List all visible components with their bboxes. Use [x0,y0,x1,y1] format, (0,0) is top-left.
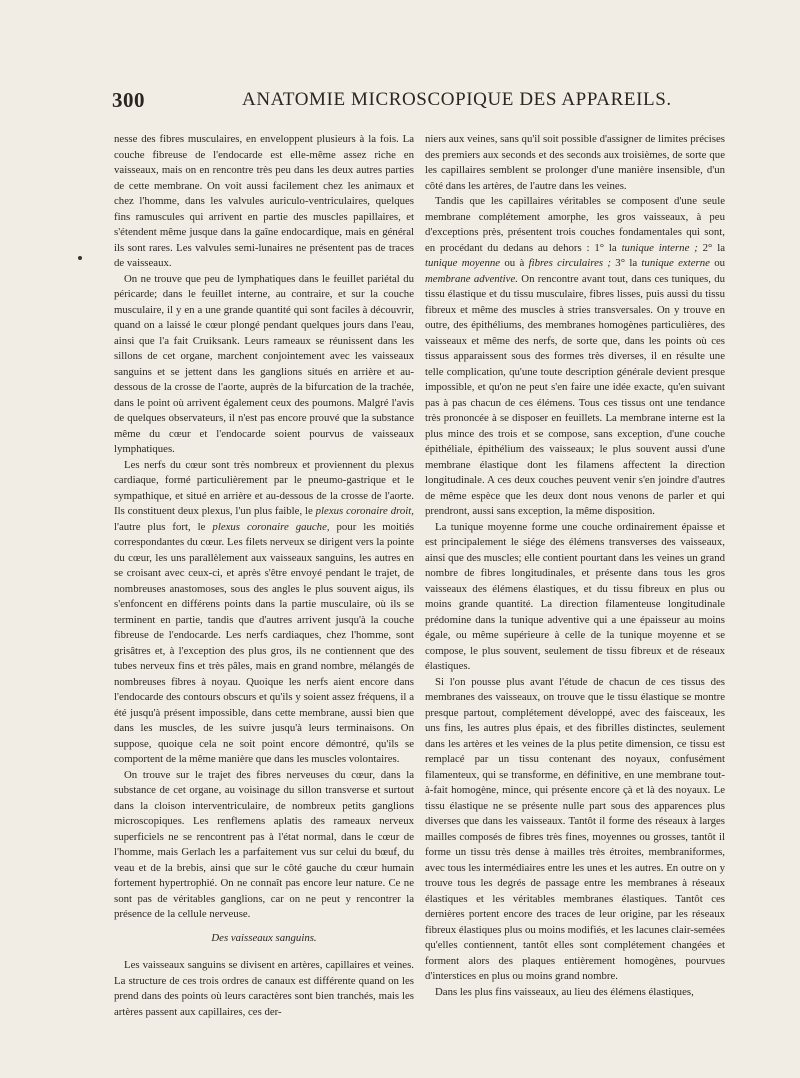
text-run: ou [709,257,725,269]
paragraph-fine-vessels: Dans les plus fins vaisseaux, au lieu des élémens élastiques, [435,985,694,998]
paragraph-elastic-tissue: Si l'on pousse plus avant l'étude de chacun de ces tissus des membranes des vaisseaux, on trouve que le tissu élastique se montre presque partout, complétement développé, avec des faisceaux, les uns fins, les autres plus épais, et des fibrilles distinctes, seulement dans les artères et les veines de la plus petite dimension, ce tissu est remplacé par un tissu contenant des noyaux, confusément filamenteux, qui se transforme, en définitive, en une membrane tout-à-fait homogène, mince, qui présente encore çà et là des noyaux. Le tissu élastique ne se présente nulle part sous des apparences plus diverses que dans les vaisseaux. Tantôt il forme des réseaux à larges mailles composés de fibres très fines, moyennes ou grosses, tantôt il forme un tissu très dense à mailles très étroites, membraniformes, avec tous les intermédiaires entre les unes et les autres. En outre on y trouve tous les degrés de passage entre les membranes à réseaux élastiques et les véritables membranes élastiques. Tantôt ces dernières portent encore des traces de leur origine, par les réseaux fibreux élastiques plus ou moins modifiés, et les lacunes clair-semées qu'elles contiennent, tantôt elles sont complétement changées et forment alors des plaques entièrement homogènes, pourvues d'interstices en plus ou moins grand nombre. [425,675,725,982]
page-header [112,88,724,116]
emphasis-tunique-interne: tunique interne ; [621,241,698,254]
paragraph-blood-vessels: Les vaisseaux sanguins se divisent en artères, capillaires et veines. La structure de ces trois ordres de canaux est différente quand on les prend dans des points où leurs caractères sont bien tranchés, mais les artères passent aux capillaires, ces der- [114,959,414,1018]
text-run: ou à [500,257,529,269]
paragraph-heart-nerves [114,458,414,768]
margin-speck [78,256,82,260]
text-run: 3° la [610,257,642,269]
emphasis-tunique-externe: tunique externe [641,257,710,269]
text-run: On rencontre avant tout, dans ces tuniques, du tissu élastique et du tissu musculaire, fibres lisses, puis aussi du tissu fibreux et même des muscles à stries transversales. On y trouve en outre, des épithéliums, des membranes homogènes particulières, des vaisseaux et même des nerfs, de sorte que, dans les points où ces tissus apparaissent sous des formes très diverses, il en résulte une telle complication, qu'une toute description générale devient presque impossible, et qu'on ne peut s'en faire une idée exacte, qu'en suivant pas à pas chacun de ces élémens. Tous ces tissus ont une tendance très prononcée à se disposer en feuillets. La membrane interne est la plus mince des trois et se compose, sans exception, d'une couche épithéliale, épithélium des vaisseaux; le plus souvent aussi d'une membrane élastique dont les filamens affectent la direction longitudinale. A ces deux couches peuvent venir s'en joindre d'autres de même espèce que les deux dont nous venons de parler et qui prendront, aussi sans exception, la même disposition. [425,272,726,517]
emphasis-plexus-gauche: plexus coronaire gauche, [212,520,330,533]
paragraph-tunics [425,194,725,520]
paragraph-ganglions: On trouve sur le trajet des fibres nerveuses du cœur, dans la substance de cet organe, au voisinage du sillon transverse et surtout dans la cloison interventriculaire, de nombreux petits ganglions microscopiques. Les renflemens aplatis des rameaux nerveux superficiels ne se rencontrent pas à l'état normal, dans le cœur de l'homme, mais Gerlach les a parfaitement vus sur celui du bœuf, du veau et de la brebis, ainsi que sur le côté gauche du cœur humain fortement hypertrophié. On ne connaît pas encore leur nature. Ce ne sont pas de véritables ganglions, car on ne peut y rencontrer la présence de la cellule nerveuse. [114,768,414,920]
section-title: Des vaisseaux sanguins. [211,931,317,944]
text-run: l'autre plus fort, le [114,520,213,533]
page-number: 300 [112,88,145,112]
paragraph-continued: niers aux veines, sans qu'il soit possible d'assigner de limites précises des premiers aux seconds et des seconds aux troisièmes, de sorte que les capillaires semblent se prolonger d'une manière insensible, d'un côté dans les artères, de l'autre dans les veines. [425,133,725,192]
emphasis-tunique-moyenne: tunique moyenne [425,257,501,269]
text-run: 2° la [697,241,725,254]
paragraph-lymphatics: On ne trouve que peu de lymphatiques dans le feuillet pariétal du péricarde; dans le feuillet interne, au contraire, et sur la couche musculaire, il y en a une grande quantité qui sont faciles à découvrir, quand on a laissé le cœur plongé pendant quelques jours dans l'eau, ainsi que l'a fait Cruiksank. Leurs rameaux se réunissent dans les sillons de cet organe, marchent conjointement avec les vaisseaux sanguins et se jettent dans les ganglions situés en arrière et au-dessous de la crosse de l'aorte, auprès de la bifurcation de la trachée, dans le point où arrivent également ceux des poumons. Malgré l'avis de quelques observateurs, il n'est pas encore prouvé que la substance même du cœur et l'endocarde soient pourvus de vaisseaux lymphatiques. [114,272,414,455]
emphasis-fibres-circulaires: fibres circulaires ; [528,257,611,269]
left-column [114,132,414,1020]
emphasis-membrane-adventive: membrane adventive. [425,272,518,285]
right-column [425,132,725,1000]
emphasis-plexus-droit: plexus coronaire droit, [315,505,414,517]
paragraph-continued: nesse des fibres musculaires, en enveloppent plusieurs à la fois. La couche fibreuse de l'endocarde est elle-même assez riche en vaisseaux, mais on en rencontre très peu dans les deux autres parties de cette membrane. On voit aussi facilement chez les animaux et chez l'homme, dans les valvules auriculo-ventriculaires, quelques fins ramuscules qui arrivent en partie des muscles papillaires, et s'étendent même jusque dans la gaîne endocardique, mais en général ils sont rares. Les valvules semi-lunaires ne présentent pas de traces de vaisseaux. [114,133,414,269]
text-run: pour les moitiés correspondantes du cœur. Les filets nerveux se dirigent vers la pointe du cœur, les uns parallèlement aux vaisseaux sanguins, les autres en se croisant avec ceux-ci, et après s'être envoyé pendant le trajet, de nombreuses anastomoses, sous des angles le plus souvent aigus, ils s'enfoncent en différens points dans la partie musculaire, où ils se terminent en partie, tandis que d'autres arrivent jusqu'à la couche fibreuse de l'endocarde. Les nerfs cardiaques, chez l'homme, sont grisâtres et, à l'exception des plus gros, ils ne contiennent que des tubes nerveux fins et très pâles, mais en grand nombre, mélangés de nombreuses fibres à noyau. Quoique les nerfs aient encore dans l'endocarde des contours obscurs et qu'ils y soient assez fréquens, il a été jusqu'à présent impossible, dans cette membrane, aussi bien que dans les muscles, de les suivre jusqu'à leurs terminaisons. On suppose, quoique cela ne soit point encore démontré, qu'ils se comportent de la même manière que dans les muscles volontaires. [114,520,415,765]
paragraph-tunique-moyenne: La tunique moyenne forme une couche ordinairement épaisse et est principalement le siége des élémens transverses des vaisseaux, ainsi que des muscles; elle contient pourtant dans les veines un grand nombre de fibres longitudinales, et présente dans tous les gros vaisseaux des élémens élastiques, et du tissu fibreux en plus ou moins grande quantité. La direction filamenteuse longitudinale prédomine dans la tunique adventive qui a une épaisseur au moins égale, ou même supérieure à celle de la tunique moyenne et se compose, le plus souvent, seulement de tissu fibreux et de réseaux élastiques. [425,520,725,672]
text-run: Tandis que les capillaires véritables se composent d'une seule membrane complétement amorphe, les gros vaisseaux, à peu d'exceptions près, présentent trois couches fondamentales qui sont, en procédant du dedans au dehors : 1° la [425,195,725,254]
text-run: Les nerfs du cœur sont très nombreux et proviennent du plexus cardiaque, formé particulièrement par le pneumo-gastrique et le sympathique, et situé en arrière et au-dessous de la crosse de l'aorte. Ils constituent deux plexus, l'un plus faible, le [114,458,414,517]
running-title: ANATOMIE MICROSCOPIQUE DES APPAREILS. [242,89,672,110]
